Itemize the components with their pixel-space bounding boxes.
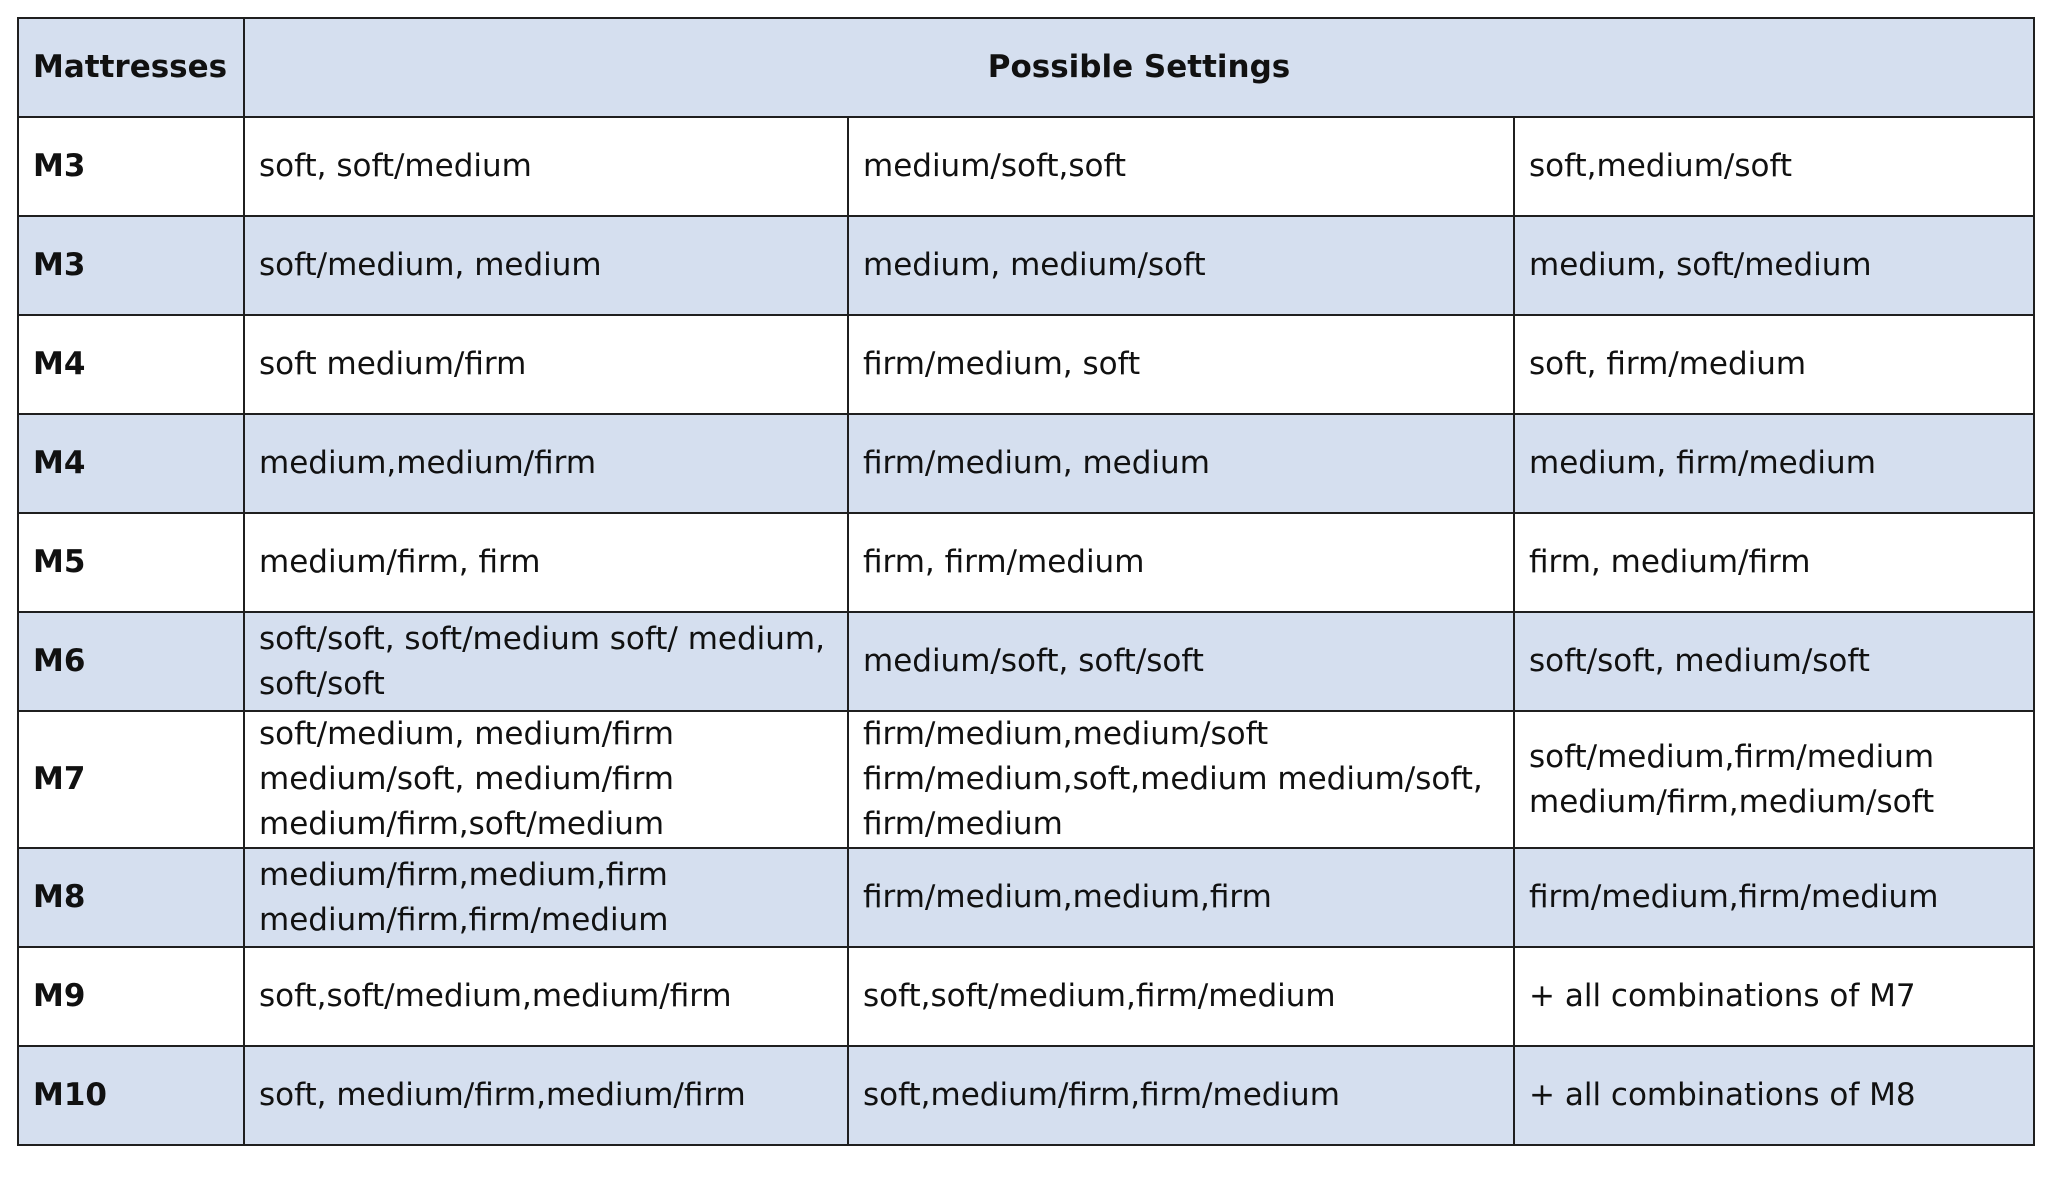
- table-row: [18, 315, 2034, 414]
- setting-cell: firm/medium, soft: [848, 315, 1514, 414]
- setting-cell: soft, soft/medium: [244, 117, 848, 216]
- table-row: [18, 216, 2034, 315]
- setting-cell: medium/soft, soft/soft: [848, 612, 1514, 711]
- mattress-name: M8: [18, 848, 244, 947]
- setting-cell: soft,medium/firm,firm/medium: [848, 1046, 1514, 1145]
- setting-cell: firm/medium,firm/medium: [1514, 848, 2034, 947]
- mattress-name: M6: [18, 612, 244, 711]
- setting-cell: firm, medium/firm: [1514, 513, 2034, 612]
- table-row: [18, 612, 2034, 711]
- mattress-name: M3: [18, 216, 244, 315]
- setting-cell: soft,soft/medium,medium/firm: [244, 947, 848, 1046]
- mattress-name: M10: [18, 1046, 244, 1145]
- setting-cell: soft/soft, soft/medium soft/ medium, soft/soft: [244, 612, 848, 711]
- mattress-name: M4: [18, 414, 244, 513]
- table-row: [18, 848, 2034, 947]
- table-row: [18, 414, 2034, 513]
- setting-cell: firm/medium,medium/soft firm/medium,soft,medium medium/soft, firm/medium: [848, 711, 1514, 848]
- table-row: [18, 1046, 2034, 1145]
- setting-cell: medium/firm,medium,firm medium/firm,firm/medium: [244, 848, 848, 947]
- table-row: [18, 513, 2034, 612]
- header-mattresses: Mattresses: [18, 18, 244, 117]
- setting-cell: firm/medium, medium: [848, 414, 1514, 513]
- mattress-name: M9: [18, 947, 244, 1046]
- setting-cell: + all combinations of M7: [1514, 947, 2034, 1046]
- setting-cell: soft/medium,firm/medium medium/firm,medium/soft: [1514, 711, 2034, 848]
- setting-cell: soft/soft, medium/soft: [1514, 612, 2034, 711]
- mattress-settings-table: [17, 17, 2035, 1146]
- setting-cell: firm, firm/medium: [848, 513, 1514, 612]
- mattress-name: M4: [18, 315, 244, 414]
- table-row: [18, 947, 2034, 1046]
- setting-cell: soft/medium, medium/firm medium/soft, medium/firm medium/firm,soft/medium: [244, 711, 848, 848]
- setting-cell: medium/soft,soft: [848, 117, 1514, 216]
- setting-cell: medium, soft/medium: [1514, 216, 2034, 315]
- setting-cell: soft, firm/medium: [1514, 315, 2034, 414]
- setting-cell: soft,medium/soft: [1514, 117, 2034, 216]
- setting-cell: medium, medium/soft: [848, 216, 1514, 315]
- setting-cell: firm/medium,medium,firm: [848, 848, 1514, 947]
- mattress-name: M5: [18, 513, 244, 612]
- setting-cell: soft, medium/firm,medium/firm: [244, 1046, 848, 1145]
- table-row: [18, 711, 2034, 848]
- setting-cell: soft,soft/medium,firm/medium: [848, 947, 1514, 1046]
- setting-cell: medium, firm/medium: [1514, 414, 2034, 513]
- mattress-name: M3: [18, 117, 244, 216]
- mattress-name: M7: [18, 711, 244, 848]
- setting-cell: medium/firm, firm: [244, 513, 848, 612]
- setting-cell: medium,medium/firm: [244, 414, 848, 513]
- setting-cell: soft medium/firm: [244, 315, 848, 414]
- header-row: [18, 18, 2034, 117]
- header-possible-settings: Possible Settings: [244, 18, 2034, 117]
- setting-cell: + all combinations of M8: [1514, 1046, 2034, 1145]
- setting-cell: soft/medium, medium: [244, 216, 848, 315]
- table-row: [18, 117, 2034, 216]
